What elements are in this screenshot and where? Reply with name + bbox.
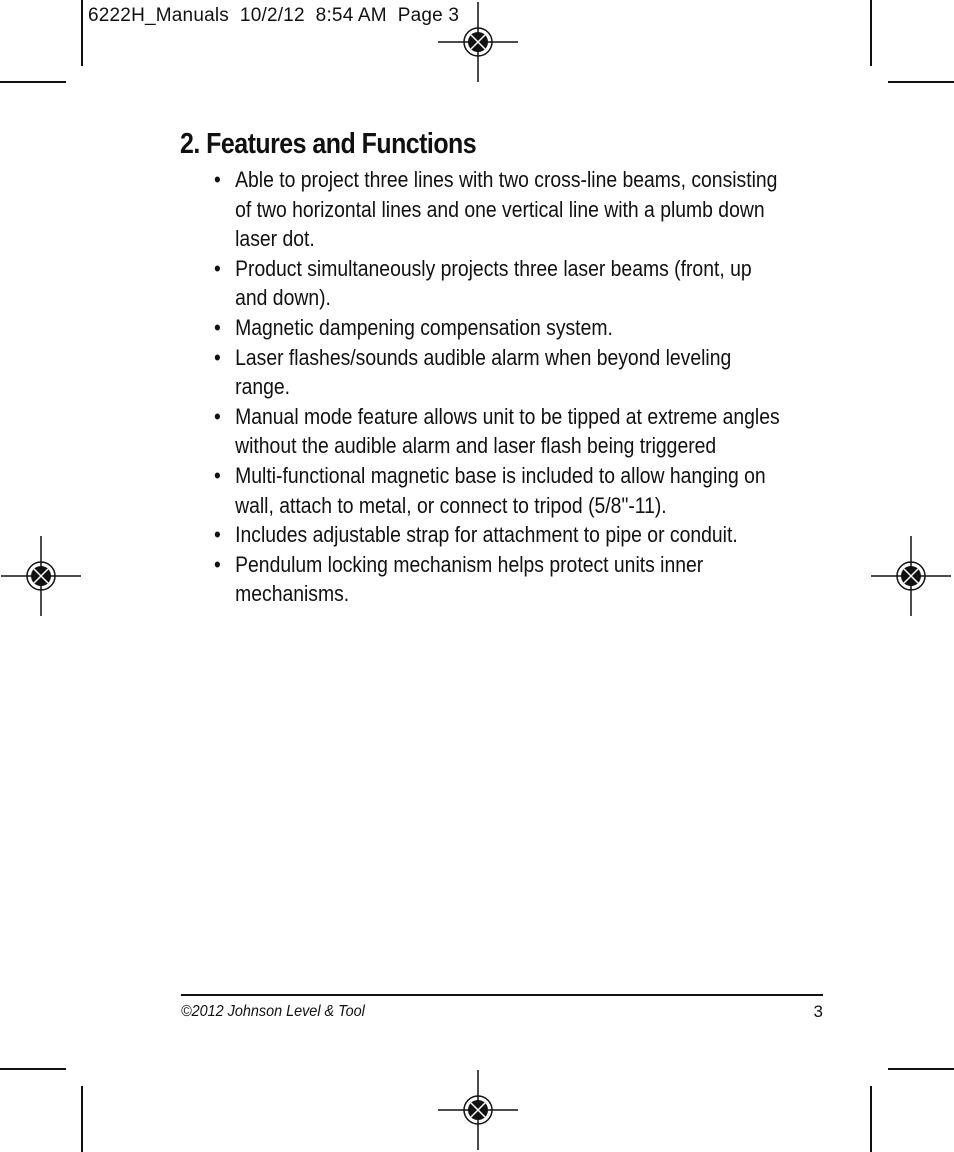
registration-mark-left <box>1 536 81 616</box>
features-list <box>214 165 786 609</box>
registration-crosshair-icon <box>871 536 951 616</box>
copyright-notice: ©2012 Johnson Level & Tool <box>181 1003 365 1020</box>
feature-text: Magnetic dampening compensation system. <box>235 314 613 340</box>
registration-crosshair-icon <box>438 2 518 82</box>
registration-crosshair-icon <box>438 1070 518 1150</box>
crop-mark-top-right-horizontal <box>888 81 954 83</box>
registration-mark-bottom <box>438 1070 518 1150</box>
feature-item <box>214 313 786 343</box>
crop-mark-top-left-vertical <box>81 0 83 66</box>
feature-item <box>214 165 786 254</box>
feature-item <box>214 550 786 609</box>
bullet-icon: • <box>214 551 221 577</box>
feature-text: Multi-functional magnetic base is included to allow hanging on wall, attach to metal, or connect to tripod (5/8"-11). <box>235 462 766 518</box>
bullet-icon: • <box>214 255 221 281</box>
bullet-icon: • <box>214 462 221 488</box>
bullet-icon: • <box>214 314 221 340</box>
feature-text: Laser flashes/sounds audible alarm when beyond leveling range. <box>235 344 732 400</box>
feature-item <box>214 461 786 520</box>
feature-item <box>214 520 786 550</box>
feature-text: Pendulum locking mechanism helps protect units inner mechanisms. <box>235 551 704 607</box>
crop-mark-bottom-right-horizontal <box>888 1068 954 1070</box>
page-number: 3 <box>813 1002 823 1021</box>
feature-text: Manual mode feature allows unit to be tipped at extreme angles without the audible alarm and laser flash being triggered <box>235 403 780 459</box>
crop-mark-bottom-left-vertical <box>81 1086 83 1152</box>
bullet-icon: • <box>214 344 221 370</box>
bullet-icon: • <box>214 167 221 192</box>
feature-text: Includes adjustable strap for attachment to pipe or conduit. <box>235 522 738 548</box>
bullet-icon: • <box>214 403 221 429</box>
crop-mark-top-right-vertical <box>870 0 872 66</box>
registration-crosshair-icon <box>1 536 81 616</box>
feature-item <box>214 343 786 402</box>
registration-mark-top <box>438 2 518 82</box>
feature-text: Able to project three lines with two cross-line beams, consisting of two horizontal lines and one vertical line with a plumb down laser dot. <box>235 167 778 252</box>
footer-divider <box>181 994 823 996</box>
feature-text: Product simultaneously projects three laser beams (front, up and down). <box>235 255 752 311</box>
crop-mark-bottom-right-vertical <box>870 1086 872 1152</box>
bullet-icon: • <box>214 522 221 548</box>
section-heading: 2. Features and Functions <box>180 128 477 160</box>
registration-mark-right <box>871 536 951 616</box>
crop-mark-top-left-horizontal <box>0 81 66 83</box>
feature-item <box>214 402 786 461</box>
print-slug-line: 6222H_Manuals 10/2/12 8:54 AM Page 3 <box>88 5 460 26</box>
crop-mark-bottom-left-horizontal <box>0 1068 66 1070</box>
feature-item <box>214 254 786 313</box>
